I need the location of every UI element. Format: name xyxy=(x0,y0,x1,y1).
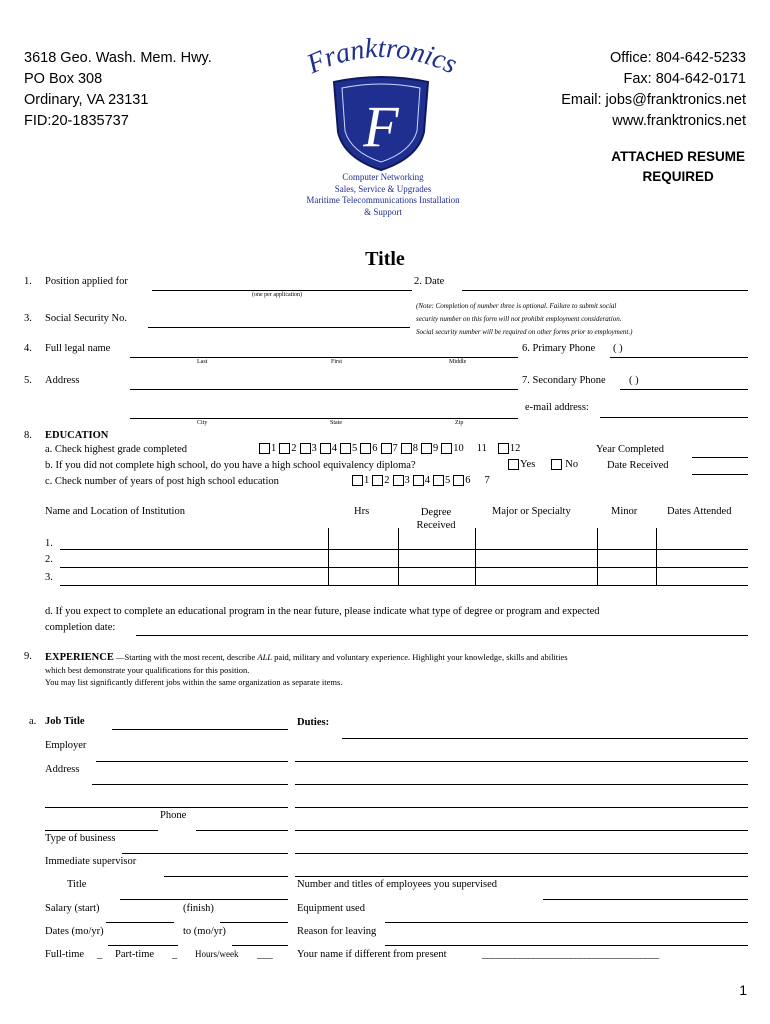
table-divider xyxy=(475,528,476,586)
date-field[interactable] xyxy=(462,290,748,291)
yes-checkbox[interactable] xyxy=(508,459,519,470)
position-sublabel: (one per application) xyxy=(252,292,302,298)
year-checkbox[interactable] xyxy=(433,475,444,486)
year-label: 3 xyxy=(404,475,410,486)
grade-label: 3 xyxy=(311,443,317,454)
dates-label: Dates (mo/yr) xyxy=(45,926,104,937)
ssn-field[interactable] xyxy=(148,327,410,328)
duties-line[interactable] xyxy=(295,853,748,854)
completion-date-label: completion date: xyxy=(45,622,116,633)
supervisor-field[interactable] xyxy=(164,876,288,877)
no-label: No xyxy=(565,459,579,470)
page-number: 1 xyxy=(739,982,747,998)
website-link[interactable]: www.franktronics.net xyxy=(612,113,746,129)
duties-label: Duties: xyxy=(297,717,330,728)
ssn-note-line: Social security number will be required on other forms prior to employment.) xyxy=(416,328,633,336)
grade-checkbox[interactable] xyxy=(401,443,412,454)
q3-number: 3. xyxy=(24,313,32,324)
business-type-field[interactable] xyxy=(45,830,158,831)
employer-label: Employer xyxy=(45,740,87,751)
q1-number: 1. xyxy=(24,276,32,287)
hours-week-label: Hours/week xyxy=(195,949,239,959)
ssn-note-line: security number on this form will not prohibit employment consideration. xyxy=(416,315,622,323)
state-sublabel: State xyxy=(330,420,342,426)
position-field[interactable] xyxy=(152,290,412,291)
experience-text: You may list significantly different jobs within the same organization as separate items. xyxy=(45,677,343,687)
post-hs-checkboxes xyxy=(349,475,490,486)
supervisor-title-label: Title xyxy=(67,879,87,890)
services-list xyxy=(278,172,488,218)
name-if-different-label: Your name if different from present xyxy=(297,949,447,960)
address-line: Ordinary, VA 23131 xyxy=(24,92,149,108)
parttime-label: Part-time xyxy=(115,949,155,960)
primary-phone-area: ( ) xyxy=(613,343,623,354)
address-field[interactable] xyxy=(130,389,518,390)
employees-supervised-label: Number and titles of employees you supervised xyxy=(297,879,498,890)
edu-row-2[interactable] xyxy=(60,567,748,568)
company-contact xyxy=(561,48,746,132)
duties-line[interactable] xyxy=(295,830,748,831)
job-title-label: Job Title xyxy=(45,716,85,727)
grade-checkbox[interactable] xyxy=(360,443,371,454)
job-address-label: Address xyxy=(45,764,80,775)
employer-field[interactable] xyxy=(96,761,288,762)
completion-date-field[interactable] xyxy=(136,635,748,636)
year-label: 1 xyxy=(364,475,370,486)
duties-line[interactable] xyxy=(295,807,748,808)
svg-text:Franktronics: Franktronics xyxy=(302,36,462,81)
edu-row-1[interactable] xyxy=(60,549,748,550)
grade-label: 11 xyxy=(476,443,487,454)
city-sublabel: City xyxy=(197,420,208,426)
year-label: 2 xyxy=(384,475,390,486)
date-received-field[interactable] xyxy=(692,474,748,475)
grade-checkbox[interactable] xyxy=(498,443,509,454)
name-if-different-field[interactable]: ______________________________________ xyxy=(482,949,659,960)
experience-instructions xyxy=(45,651,568,688)
table-divider xyxy=(328,528,329,586)
table-divider xyxy=(398,528,399,586)
reason-leaving-field[interactable] xyxy=(385,945,748,946)
grade-label: 5 xyxy=(352,443,358,454)
parttime-field[interactable]: _ xyxy=(172,949,178,960)
grade-checkbox[interactable] xyxy=(259,443,270,454)
grade-checkboxes xyxy=(256,443,520,454)
grade-checkbox[interactable] xyxy=(279,443,290,454)
highest-grade-label: a. Check highest grade completed xyxy=(45,444,187,455)
equipment-field[interactable] xyxy=(385,922,748,923)
fid-line: FID:20-1835737 xyxy=(24,113,129,129)
zip-sublabel: Zip xyxy=(455,420,464,426)
equivalency-options xyxy=(505,459,578,470)
salary-start-label: Salary (start) xyxy=(45,903,100,914)
employees-supervised-field[interactable] xyxy=(543,899,748,900)
institution-header: Name and Location of Institution xyxy=(45,506,185,517)
dates-to-label: to (mo/yr) xyxy=(183,926,226,937)
grade-checkbox[interactable] xyxy=(421,443,432,454)
grade-label: 7 xyxy=(392,443,398,454)
city-state-zip-field[interactable] xyxy=(130,418,518,419)
legal-name-label: Full legal name xyxy=(45,343,111,354)
year-checkbox[interactable] xyxy=(352,475,363,486)
q5-number: 5. xyxy=(24,375,32,386)
fulltime-field[interactable]: _ xyxy=(97,949,103,960)
service-item: Maritime Telecommunications Installation xyxy=(306,195,460,205)
franktronics-logo xyxy=(296,36,466,176)
q8-number: 8. xyxy=(24,430,32,441)
hours-week-field[interactable]: ___ xyxy=(257,949,273,960)
year-label: 4 xyxy=(424,475,430,486)
business-type-field-2[interactable] xyxy=(122,853,288,854)
grade-checkbox[interactable] xyxy=(340,443,351,454)
reason-leaving-label: Reason for leaving xyxy=(297,926,377,937)
service-item: Computer Networking xyxy=(342,172,424,182)
date-received-label: Date Received xyxy=(607,460,669,471)
resume-note-line: REQUIRED xyxy=(642,169,714,184)
grade-label: 12 xyxy=(509,443,521,454)
grade-checkbox[interactable] xyxy=(381,443,392,454)
job-phone-label: Phone xyxy=(160,810,187,821)
primary-phone-field[interactable] xyxy=(610,357,748,358)
ssn-note-line: (Note: Completion of number three is optional. Failure to submit social xyxy=(416,302,617,310)
year-completed-label: Year Completed xyxy=(596,444,665,455)
legal-name-field[interactable] xyxy=(130,357,518,358)
duties-line[interactable] xyxy=(295,784,748,785)
year-checkbox[interactable] xyxy=(413,475,424,486)
secondary-phone-area: ( ) xyxy=(629,375,639,386)
primary-phone-label: 6. Primary Phone xyxy=(522,343,596,354)
svg-text:F: F xyxy=(363,94,399,159)
position-label: Position applied for xyxy=(45,276,128,287)
year-label: 6 xyxy=(465,475,471,486)
year-checkbox[interactable] xyxy=(453,475,464,486)
company-address xyxy=(24,48,212,132)
year-checkbox[interactable] xyxy=(372,475,383,486)
resume-note-line: ATTACHED RESUME xyxy=(611,149,745,164)
grade-label: 4 xyxy=(331,443,337,454)
shield-logo-icon xyxy=(296,36,466,176)
job-letter: a. xyxy=(29,716,37,727)
salary-finish-field[interactable] xyxy=(220,922,288,923)
job-title-field[interactable] xyxy=(112,729,288,730)
yes-label: Yes xyxy=(520,459,536,470)
fulltime-label: Full-time xyxy=(45,949,85,960)
secondary-phone-field[interactable] xyxy=(620,389,748,390)
email-label: e-mail address: xyxy=(525,402,589,413)
supervisor-label: Immediate supervisor xyxy=(45,856,137,867)
dates-start-field[interactable] xyxy=(108,945,178,946)
year-completed-field[interactable] xyxy=(692,457,748,458)
minor-header: Minor xyxy=(611,506,638,517)
year-label: 7 xyxy=(484,475,490,486)
year-label: 5 xyxy=(445,475,451,486)
edu-row-number: 3. xyxy=(45,572,53,583)
post-hs-label: c. Check number of years of post high school education xyxy=(45,476,279,487)
salary-finish-label: (finish) xyxy=(183,903,214,914)
grade-checkbox[interactable] xyxy=(320,443,331,454)
experience-text: paid, military and voluntary experience. Highlight your knowledge, skills and abilities xyxy=(272,652,568,662)
equivalency-question: b. If you did not complete high school, do you have a high school equivalency diploma? xyxy=(45,460,416,471)
grade-checkbox[interactable] xyxy=(300,443,311,454)
grade-checkbox[interactable] xyxy=(441,443,452,454)
experience-text: which best demonstrate your qualifications for this position. xyxy=(45,665,250,675)
resume-required-note xyxy=(611,147,745,187)
grade-label: 10 xyxy=(453,443,464,454)
form-title: Title xyxy=(365,248,405,270)
education-heading: EDUCATION xyxy=(45,430,109,441)
address-line: PO Box 308 xyxy=(24,71,103,87)
service-item: & Support xyxy=(364,206,402,217)
grade-label: 6 xyxy=(372,443,378,454)
grade-label: 2 xyxy=(291,443,297,454)
job-address-field[interactable] xyxy=(92,784,288,785)
edu-row-number: 2. xyxy=(45,554,53,565)
grade-label: 1 xyxy=(271,443,277,454)
future-program-question: d. If you expect to complete an educational program in the near future, please indicate what type of degree or program and expected xyxy=(45,606,600,617)
edu-row-3[interactable] xyxy=(60,585,748,586)
address-line: 3618 Geo. Wash. Mem. Hwy. xyxy=(24,50,212,66)
no-checkbox[interactable] xyxy=(551,459,562,470)
first-name-sublabel: First xyxy=(331,359,343,365)
equipment-label: Equipment used xyxy=(297,903,365,914)
table-divider xyxy=(656,528,657,586)
experience-text: ALL xyxy=(257,652,273,662)
major-header: Major or Specialty xyxy=(492,506,571,517)
email-field[interactable] xyxy=(600,417,748,418)
duties-field[interactable] xyxy=(342,738,748,739)
salary-start-field[interactable] xyxy=(106,922,174,923)
fax-number: Fax: 804-642-0171 xyxy=(623,71,746,87)
year-checkbox[interactable] xyxy=(393,475,404,486)
last-name-sublabel: Last xyxy=(197,359,208,365)
grade-label: 8 xyxy=(412,443,418,454)
q4-number: 4. xyxy=(24,343,32,354)
experience-text: —Starting with the most recent, describe xyxy=(113,652,258,662)
duties-line[interactable] xyxy=(295,761,748,762)
edu-row-number: 1. xyxy=(45,538,53,549)
grade-label: 9 xyxy=(433,443,439,454)
business-type-label: Type of business xyxy=(45,833,116,844)
table-divider xyxy=(597,528,598,586)
ssn-note xyxy=(416,300,632,339)
job-phone-field[interactable] xyxy=(196,830,288,831)
job-address-line-2[interactable] xyxy=(45,807,288,808)
secondary-phone-label: 7. Secondary Phone xyxy=(522,375,606,386)
supervisor-title-field[interactable] xyxy=(120,899,288,900)
date-label: 2. Date xyxy=(414,276,445,287)
experience-heading: EXPERIENCE xyxy=(45,652,114,663)
degree-header: Degree Received xyxy=(416,507,456,531)
dates-attended-header: Dates Attended xyxy=(667,506,732,517)
office-phone: Office: 804-642-5233 xyxy=(610,50,746,66)
dates-end-field[interactable] xyxy=(232,945,288,946)
duties-line[interactable] xyxy=(295,876,748,877)
middle-name-sublabel: Middle xyxy=(449,359,467,365)
service-item: Sales, Service & Upgrades xyxy=(334,183,432,194)
address-label: Address xyxy=(45,375,80,386)
q9-number: 9. xyxy=(24,651,32,662)
email-address[interactable]: Email: jobs@franktronics.net xyxy=(561,92,746,108)
ssn-label: Social Security No. xyxy=(45,313,127,324)
hrs-header: Hrs xyxy=(354,506,370,517)
